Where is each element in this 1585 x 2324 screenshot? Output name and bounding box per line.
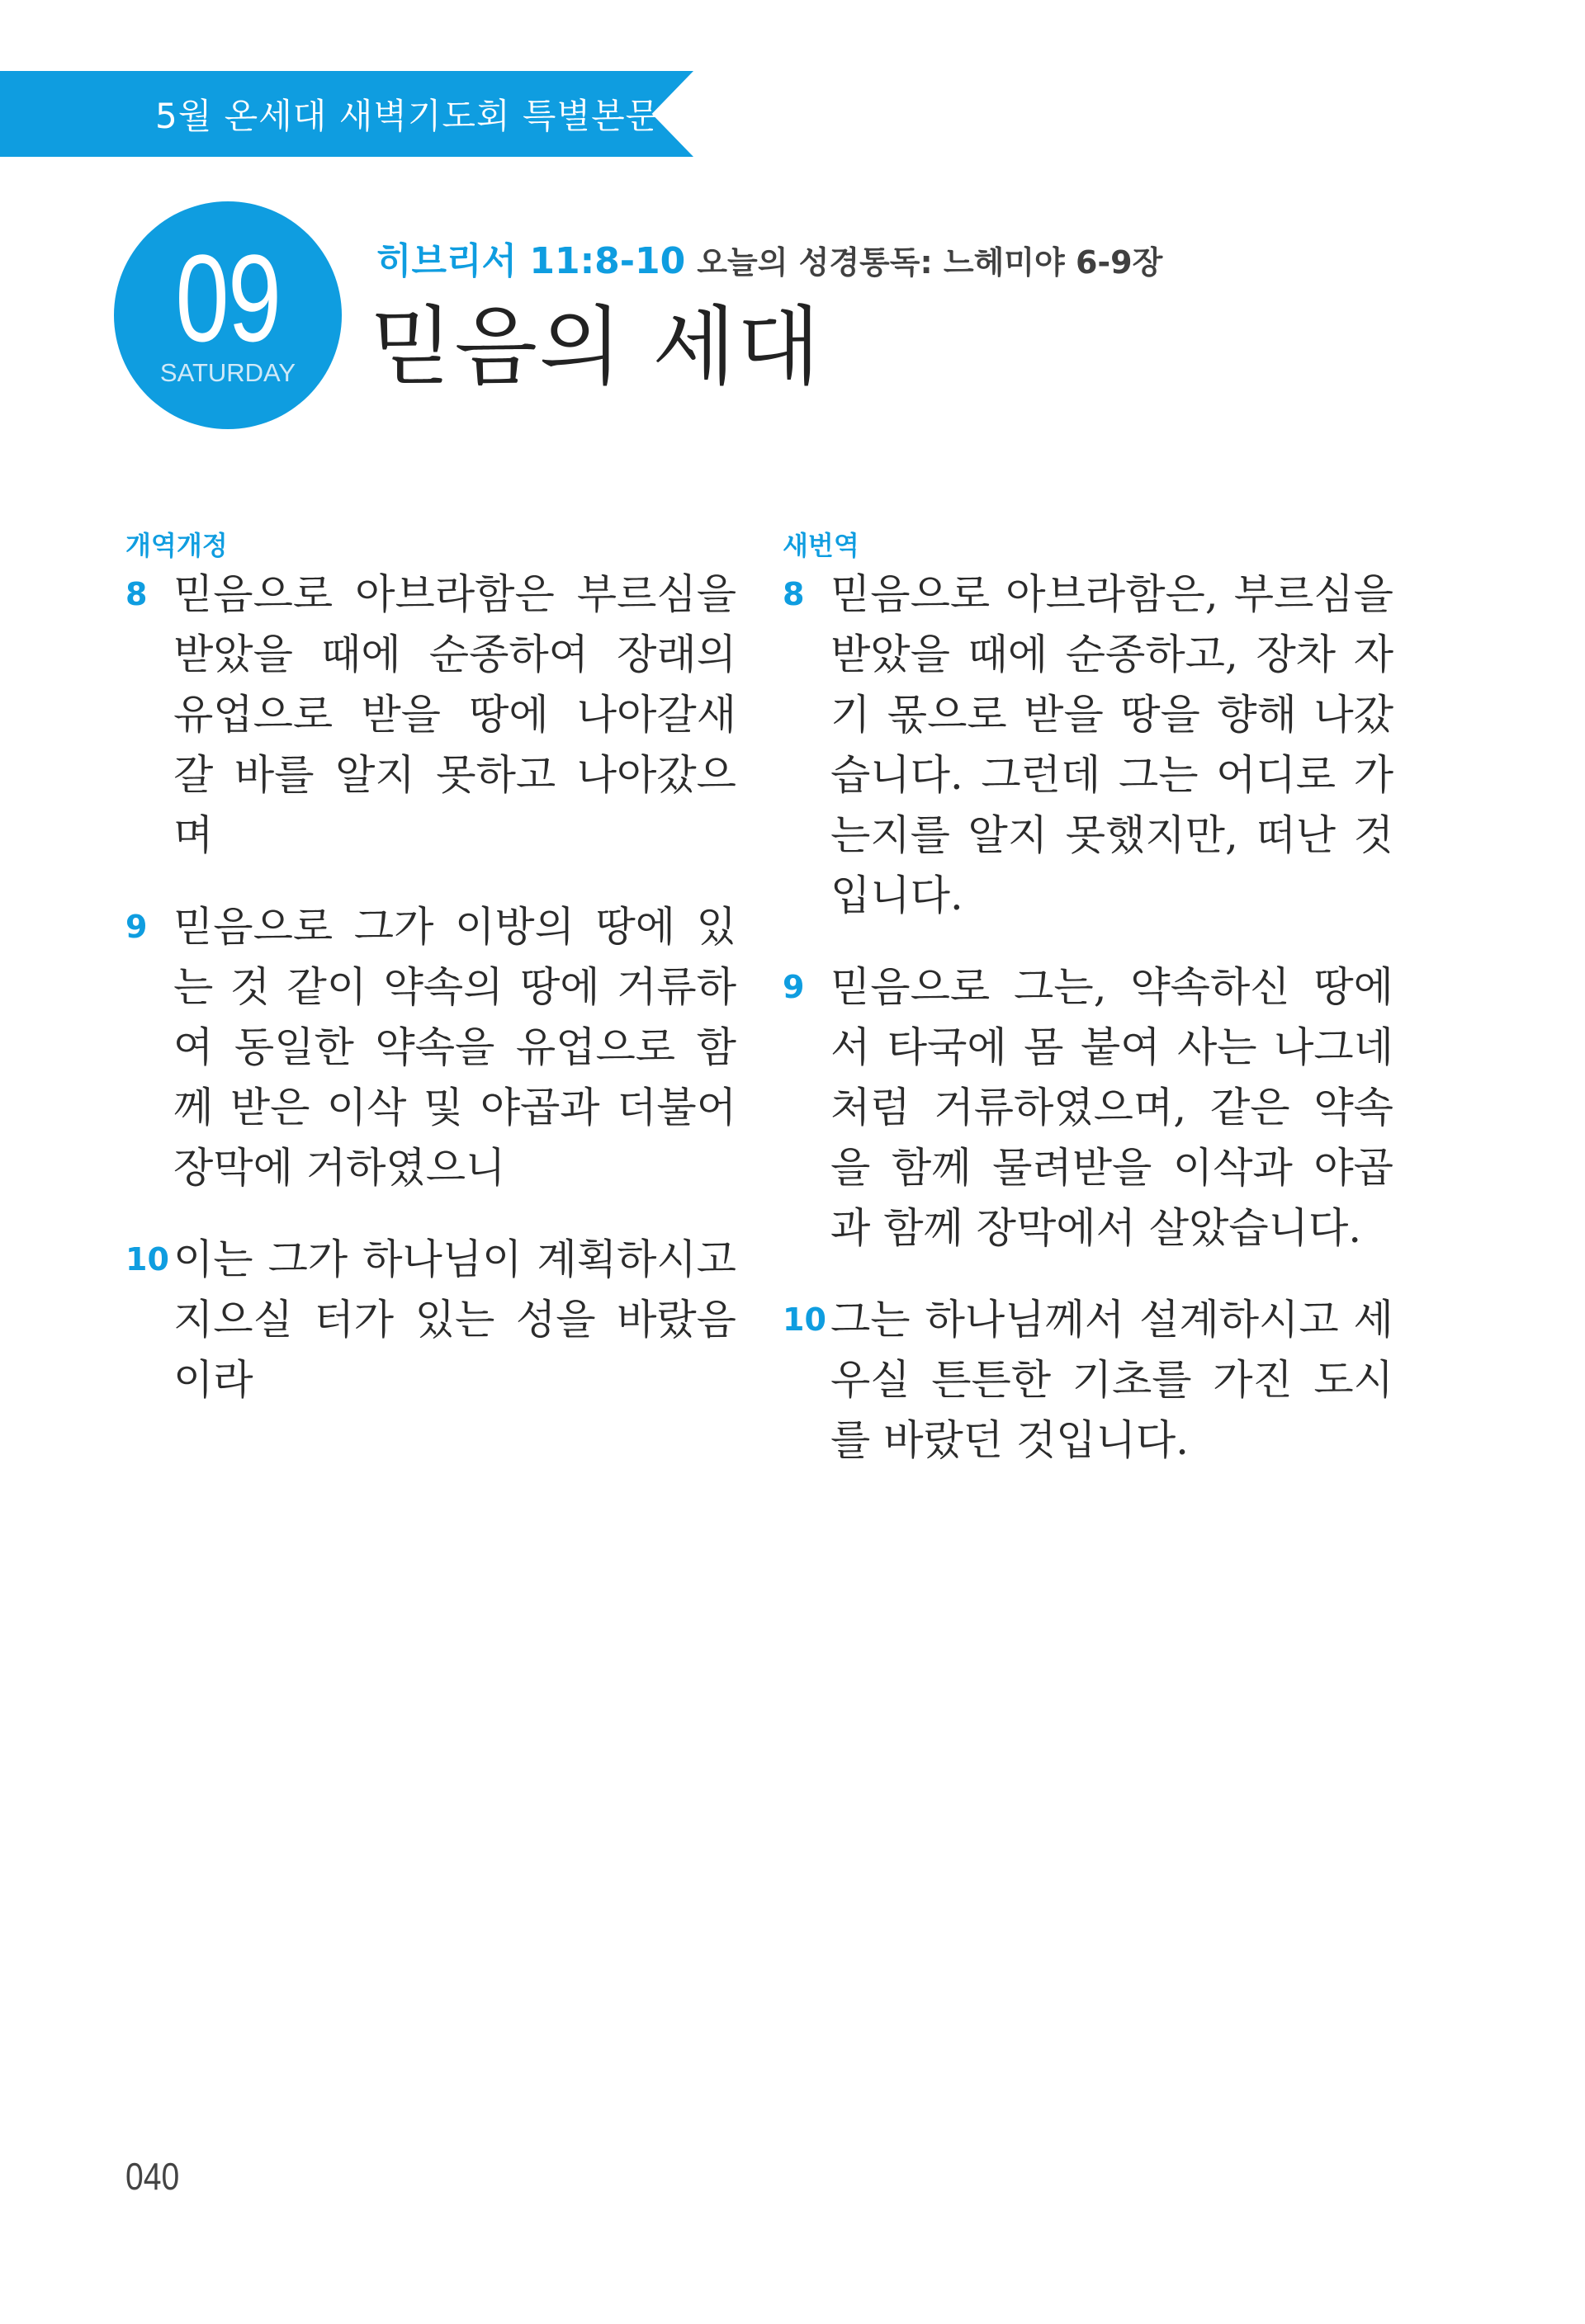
verse-text: 이는 그가 하나님이 계획하시고 지으실 터가 있는 성을 바랐음이라 [173,1235,736,1404]
day-number: 09 [175,229,281,367]
day-name: SATURDAY [159,358,296,387]
scripture-reference: 히브리서 11:8-10 [376,240,686,282]
page-number: 040 [125,2155,180,2198]
translation-label-right: 새번역 [783,530,859,561]
verse [125,897,736,1198]
reading-plan: 오늘의 성경통독: 느헤미야 6-9장 [697,244,1163,281]
verse-text: 믿음으로 아브라함은, 부르심을 받았을 때에 순종하고, 장차 자기 몫으로 받을 땅을 향해 나갔습니다. 그런데 그는 어디로 가는지를 알지 못했지만, 떠난 것입니다. [830,570,1393,919]
verse-number: 9 [125,909,148,945]
left-column [125,525,736,1442]
ribbon-title: 5월 온세대 새벽기도회 특별본문 [155,96,660,136]
verse [125,564,736,866]
verse-number: 8 [125,576,148,612]
verse-number: 8 [783,576,805,612]
right-column [783,525,1393,1502]
page-title: 믿음의 세대 [370,296,822,397]
translation-label-left: 개역개정 [125,530,228,561]
day-badge [114,201,342,429]
verse-number: 10 [125,1241,169,1278]
verse-text: 그는 하나님께서 설계하시고 세우실 튼튼한 기초를 가진 도시를 바랐던 것입니다. [830,1296,1393,1464]
reference-line [376,231,1162,284]
verse-number: 9 [783,969,805,1005]
verse-text: 믿음으로 아브라함은 부르심을 받았을 때에 순종하여 장래의 유업으로 받을 땅에 나아갈새 갈 바를 알지 못하고 나아갔으며 [173,570,736,859]
verse [783,957,1393,1259]
verse [783,564,1393,926]
verse [783,1290,1393,1471]
verse-number: 10 [783,1301,826,1338]
verse [125,1230,736,1410]
verse-text: 믿음으로 그가 이방의 땅에 있는 것 같이 약속의 땅에 거류하여 동일한 약속을 유업으로 함께 받은 이삭 및 야곱과 더불어 장막에 거하였으니 [173,903,736,1192]
verse-text: 믿음으로 그는, 약속하신 땅에서 타국에 몸 붙여 사는 나그네처럼 거류하였으며, 같은 약속을 함께 물려받을 이삭과 야곱과 함께 장막에서 살았습니다. [830,963,1393,1252]
